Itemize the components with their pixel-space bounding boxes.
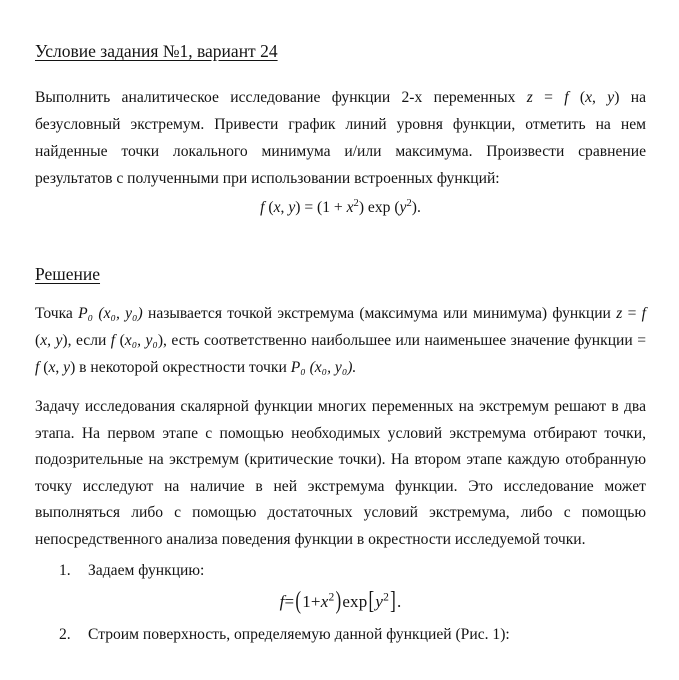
document-page <box>0 40 679 680</box>
assignment-title: Условие задания №1, вариант 24 <box>35 41 278 61</box>
task-paragraph: Выполнить аналитическое исследование функции 2-х переменных z = f (x, y) на безусловный экстремум. Привести график линий уровня функции, отметить на нем найденные точки локального минимума и/или максимума. Произвести сравнение результатов с полученными при использовании встроенных функций: <box>35 89 646 187</box>
solution-heading: Решение <box>35 264 101 284</box>
step-2-item <box>59 622 646 648</box>
step-1-number: 1. <box>59 562 71 579</box>
step-1-label: Задаем функцию: <box>88 562 205 579</box>
method-paragraph: Задачу исследования скалярной функции многих переменных на экстремум решают в два этапа. На первом этапе с помощью необходимых условий экстремума отбирают точки, подозрительные на экстремум (критические точки). На втором этапе каждую отобранную точку исследуют на наличие в ней экстремума функции. Это исследование может выполняться либо с помощью достаточных условий экстремума, либо с помощью непосредственного анализа поведения функции в окрестности исследуемой точки. <box>35 398 646 548</box>
step-1-formula: $f=(1+x^2)\exp[y^2]$. <box>279 585 402 615</box>
step-1-item <box>59 558 646 584</box>
step-2-label: Строим поверхность, определяемую данной функцией (Рис. 1): <box>88 626 510 643</box>
step-2-number: 2. <box>59 626 71 643</box>
task-formula: f (x, $y) = (1 + x^2)$ $\exp (y^2)$. <box>260 197 421 216</box>
definition-paragraph: Точка P₀ (x₀, y₀) называется точкой экстремума (максимума или минимума) функции z = f (x, y), если f (x₀, y₀), есть соответственно наибольшее или наименьшее значение функции = f (x, y) в некоторой окрестности точки P₀ (x₀, y₀). <box>35 305 647 376</box>
